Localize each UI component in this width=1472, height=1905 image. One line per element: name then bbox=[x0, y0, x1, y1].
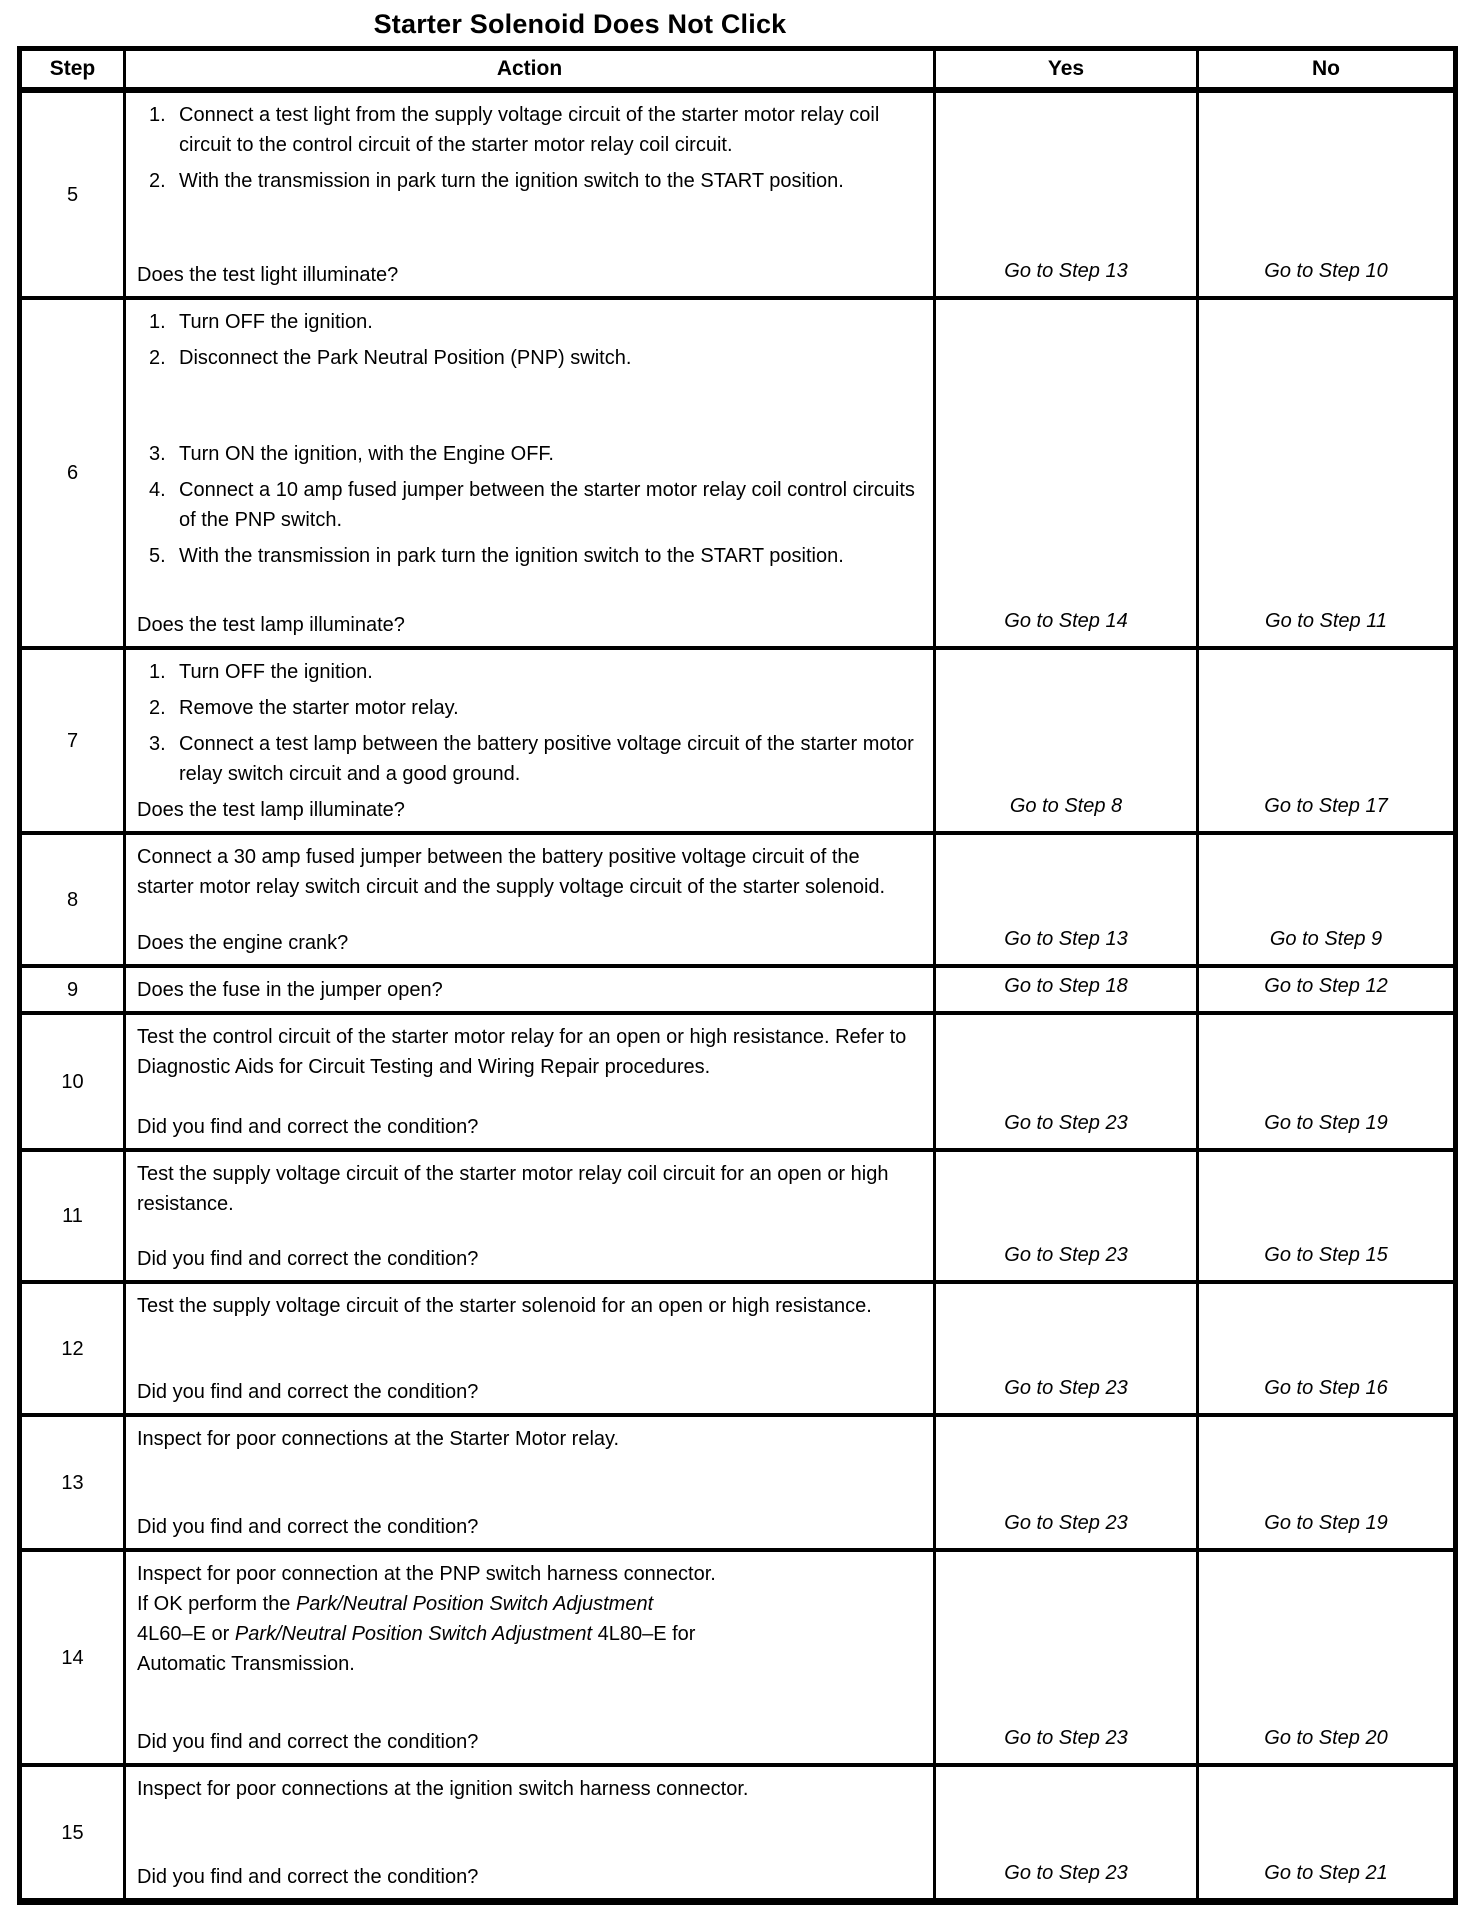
action-content-wrap bbox=[126, 1015, 933, 1148]
text-segment: Inspect for poor connections at the ignition switch harness connector. bbox=[137, 1778, 749, 1800]
table-body bbox=[20, 90, 1456, 1902]
action-content-wrap bbox=[126, 1767, 933, 1898]
action-content-wrap bbox=[126, 968, 933, 1011]
action-instructions bbox=[137, 657, 921, 795]
action-question: Does the engine crank? bbox=[137, 932, 349, 954]
table-row bbox=[20, 1013, 1456, 1150]
instruction-paragraph bbox=[137, 1424, 921, 1454]
list-number: 2. bbox=[149, 697, 166, 719]
numbered-instruction bbox=[149, 475, 921, 535]
yes-cell bbox=[935, 298, 1198, 648]
page-title: Starter Solenoid Does Not Click bbox=[373, 9, 787, 39]
action-instructions bbox=[137, 1159, 921, 1225]
yes-value: Go to Step 23 bbox=[1004, 1112, 1128, 1134]
action-question: Did you find and correct the condition? bbox=[137, 1381, 479, 1403]
yes-value: Go to Step 23 bbox=[1004, 1512, 1128, 1534]
numbered-instruction bbox=[149, 307, 921, 337]
action-cell bbox=[125, 90, 935, 298]
no-value: Go to Step 20 bbox=[1264, 1727, 1388, 1749]
no-cell bbox=[1198, 1150, 1456, 1282]
no-cell bbox=[1198, 1550, 1456, 1765]
no-value: Go to Step 17 bbox=[1264, 795, 1388, 817]
table-row bbox=[20, 648, 1456, 833]
action-cell bbox=[125, 298, 935, 648]
column-header-step: Step bbox=[20, 49, 125, 91]
no-value: Go to Step 19 bbox=[1264, 1512, 1388, 1534]
instruction-paragraph bbox=[137, 842, 921, 902]
list-number: 1. bbox=[149, 104, 166, 126]
no-cell bbox=[1198, 1013, 1456, 1150]
no-cell bbox=[1198, 1765, 1456, 1902]
text-segment: Turn ON the ignition, with the Engine OFF. bbox=[179, 443, 554, 465]
step-number: 12 bbox=[20, 1282, 125, 1415]
action-question: Does the test lamp illuminate? bbox=[137, 614, 405, 636]
action-cell bbox=[125, 833, 935, 966]
yes-value: Go to Step 8 bbox=[1009, 795, 1123, 817]
step-number: 11 bbox=[20, 1150, 125, 1282]
text-segment: 4L80–E for bbox=[592, 1623, 696, 1645]
yes-cell bbox=[935, 833, 1198, 966]
action-instructions bbox=[137, 100, 921, 202]
text-segment: Inspect for poor connections at the Starter Motor relay. bbox=[137, 1428, 620, 1450]
no-value: Go to Step 16 bbox=[1264, 1377, 1388, 1399]
table-row bbox=[20, 833, 1456, 966]
yes-cell bbox=[935, 90, 1198, 298]
table-row bbox=[20, 1282, 1456, 1415]
no-value: Go to Step 10 bbox=[1264, 260, 1388, 282]
numbered-instruction bbox=[149, 729, 921, 789]
action-content-wrap bbox=[126, 1284, 933, 1413]
instruction-text bbox=[179, 439, 921, 469]
no-value: Go to Step 15 bbox=[1264, 1244, 1388, 1266]
action-cell bbox=[125, 1415, 935, 1550]
table-row bbox=[20, 1550, 1456, 1765]
table-row bbox=[20, 966, 1456, 1013]
step-number: 8 bbox=[20, 833, 125, 966]
text-segment: Remove the starter motor relay. bbox=[179, 697, 459, 719]
instruction-paragraph bbox=[137, 1774, 921, 1804]
instruction-text bbox=[179, 166, 921, 196]
text-segment: Test the supply voltage circuit of the starter motor relay coil circuit for an open or high resistance. bbox=[137, 1163, 889, 1215]
layout-spacer bbox=[137, 379, 921, 439]
yes-cell bbox=[935, 966, 1198, 1013]
no-cell bbox=[1198, 90, 1456, 298]
list-number: 5. bbox=[149, 545, 166, 567]
action-instructions bbox=[137, 1424, 921, 1460]
table-row bbox=[20, 298, 1456, 648]
diagnostic-table bbox=[17, 46, 1458, 1905]
yes-value: Go to Step 13 bbox=[1004, 928, 1128, 950]
action-cell bbox=[125, 1282, 935, 1415]
yes-value: Go to Step 23 bbox=[1004, 1862, 1128, 1884]
yes-value: Go to Step 18 bbox=[1004, 975, 1128, 997]
action-content-wrap bbox=[126, 300, 933, 646]
text-segment: Disconnect the Park Neutral Position (PNP) switch. bbox=[179, 347, 632, 369]
list-number: 4. bbox=[149, 479, 166, 501]
action-question: Did you find and correct the condition? bbox=[137, 1516, 479, 1538]
text-segment: Connect a 30 amp fused jumper between the battery positive voltage circuit of the starter motor relay switch circuit and the supply voltage circuit of the starter solenoid. bbox=[137, 846, 886, 898]
no-value: Go to Step 9 bbox=[1269, 928, 1383, 950]
yes-cell bbox=[935, 1765, 1198, 1902]
instruction-text bbox=[179, 307, 921, 337]
numbered-instruction bbox=[149, 166, 921, 196]
numbered-instruction bbox=[149, 343, 921, 373]
numbered-instruction bbox=[149, 100, 921, 160]
action-instructions bbox=[137, 307, 921, 577]
action-cell bbox=[125, 648, 935, 833]
column-header-no: No bbox=[1198, 49, 1456, 91]
yes-value: Go to Step 14 bbox=[1004, 610, 1128, 632]
text-segment: Connect a 10 amp fused jumper between the starter motor relay coil control circuits of the PNP switch. bbox=[179, 479, 915, 531]
no-cell bbox=[1198, 1415, 1456, 1550]
action-question: Does the fuse in the jumper open? bbox=[137, 979, 443, 1001]
table-row bbox=[20, 90, 1456, 298]
italic-reference-text: Park/Neutral Position Switch Adjustment bbox=[295, 1593, 654, 1615]
header-row bbox=[20, 49, 1456, 91]
instruction-text bbox=[179, 657, 921, 687]
instruction-paragraph bbox=[137, 1022, 921, 1082]
yes-cell bbox=[935, 1415, 1198, 1550]
numbered-instruction bbox=[149, 541, 921, 571]
action-question: Did you find and correct the condition? bbox=[137, 1866, 479, 1888]
text-segment: Connect a test lamp between the battery positive voltage circuit of the starter motor relay switch circuit and a good ground. bbox=[179, 733, 914, 785]
step-number: 10 bbox=[20, 1013, 125, 1150]
instruction-text bbox=[179, 693, 921, 723]
list-number: 2. bbox=[149, 347, 166, 369]
text-segment: With the transmission in park turn the ignition switch to the START position. bbox=[179, 545, 844, 567]
action-cell bbox=[125, 1765, 935, 1902]
action-question: Does the test light illuminate? bbox=[137, 264, 399, 286]
step-number: 6 bbox=[20, 298, 125, 648]
action-instructions bbox=[137, 842, 921, 908]
numbered-instruction bbox=[149, 657, 921, 687]
yes-value: Go to Step 23 bbox=[1004, 1244, 1128, 1266]
no-cell bbox=[1198, 298, 1456, 648]
action-cell bbox=[125, 1013, 935, 1150]
action-content-wrap bbox=[126, 1152, 933, 1280]
action-content-wrap bbox=[126, 1417, 933, 1548]
table-row bbox=[20, 1415, 1456, 1550]
action-instructions bbox=[137, 1022, 921, 1088]
no-value: Go to Step 11 bbox=[1265, 610, 1387, 632]
action-instructions bbox=[137, 1774, 921, 1810]
column-header-yes: Yes bbox=[935, 49, 1198, 91]
step-number: 7 bbox=[20, 648, 125, 833]
instruction-text bbox=[179, 541, 921, 571]
no-cell bbox=[1198, 833, 1456, 966]
yes-cell bbox=[935, 648, 1198, 833]
text-segment: If OK perform the bbox=[137, 1593, 296, 1615]
action-instructions bbox=[137, 1559, 921, 1685]
italic-reference-text: Park/Neutral Position Switch Adjustment bbox=[234, 1623, 593, 1645]
yes-value: Go to Step 23 bbox=[1004, 1727, 1128, 1749]
instruction-text bbox=[179, 475, 921, 535]
list-number: 1. bbox=[149, 661, 166, 683]
no-value: Go to Step 19 bbox=[1264, 1112, 1388, 1134]
text-segment: Test the control circuit of the starter motor relay for an open or high resistance. Refer to Diagnostic Aids for Circuit Testing and Wiring Repair procedures. bbox=[137, 1026, 907, 1078]
step-number: 5 bbox=[20, 90, 125, 298]
numbered-instruction bbox=[149, 693, 921, 723]
instruction-text bbox=[179, 729, 921, 789]
text-segment: Turn OFF the ignition. bbox=[179, 661, 373, 683]
action-content-wrap bbox=[126, 835, 933, 964]
yes-cell bbox=[935, 1550, 1198, 1765]
yes-cell bbox=[935, 1013, 1198, 1150]
list-number: 3. bbox=[149, 733, 166, 755]
numbered-instruction bbox=[149, 439, 921, 469]
step-number: 14 bbox=[20, 1550, 125, 1765]
action-question: Does the test lamp illuminate? bbox=[137, 799, 405, 821]
action-question: Did you find and correct the condition? bbox=[137, 1248, 479, 1270]
no-cell bbox=[1198, 966, 1456, 1013]
no-value: Go to Step 12 bbox=[1264, 975, 1388, 997]
instruction-text bbox=[179, 343, 921, 373]
column-header-action: Action bbox=[125, 49, 935, 91]
instruction-paragraph bbox=[137, 1559, 921, 1679]
action-question: Did you find and correct the condition? bbox=[137, 1731, 479, 1753]
step-number: 9 bbox=[20, 966, 125, 1013]
list-number: 3. bbox=[149, 443, 166, 465]
action-content-wrap bbox=[126, 93, 933, 296]
action-cell bbox=[125, 966, 935, 1013]
step-number: 15 bbox=[20, 1765, 125, 1902]
action-content-wrap bbox=[126, 650, 933, 831]
instruction-text bbox=[179, 100, 921, 160]
list-number: 2. bbox=[149, 170, 166, 192]
table-header bbox=[20, 49, 1456, 91]
text-segment: 4L60–E or bbox=[137, 1623, 235, 1645]
text-segment: Turn OFF the ignition. bbox=[179, 311, 373, 333]
table-row bbox=[20, 1765, 1456, 1902]
instruction-paragraph bbox=[137, 1291, 921, 1321]
table-row bbox=[20, 1150, 1456, 1282]
action-cell bbox=[125, 1150, 935, 1282]
action-content-wrap bbox=[126, 1552, 933, 1763]
instruction-paragraph bbox=[137, 1159, 921, 1219]
step-number: 13 bbox=[20, 1415, 125, 1550]
action-instructions bbox=[137, 1291, 921, 1327]
no-cell bbox=[1198, 648, 1456, 833]
text-segment: With the transmission in park turn the ignition switch to the START position. bbox=[179, 170, 844, 192]
action-cell bbox=[125, 1550, 935, 1765]
yes-value: Go to Step 13 bbox=[1004, 260, 1128, 282]
text-segment: Automatic Transmission. bbox=[137, 1653, 355, 1675]
text-segment: Inspect for poor connection at the PNP switch harness connector. bbox=[137, 1563, 716, 1585]
no-cell bbox=[1198, 1282, 1456, 1415]
action-question: Did you find and correct the condition? bbox=[137, 1116, 479, 1138]
yes-value: Go to Step 23 bbox=[1004, 1377, 1128, 1399]
list-number: 1. bbox=[149, 311, 166, 333]
text-segment: Connect a test light from the supply voltage circuit of the starter motor relay coil circuit to the control circuit of the starter motor relay coil circuit. bbox=[179, 104, 880, 156]
yes-cell bbox=[935, 1150, 1198, 1282]
yes-cell bbox=[935, 1282, 1198, 1415]
no-value: Go to Step 21 bbox=[1264, 1862, 1388, 1884]
text-segment: Test the supply voltage circuit of the starter solenoid for an open or high resistance. bbox=[137, 1295, 872, 1317]
